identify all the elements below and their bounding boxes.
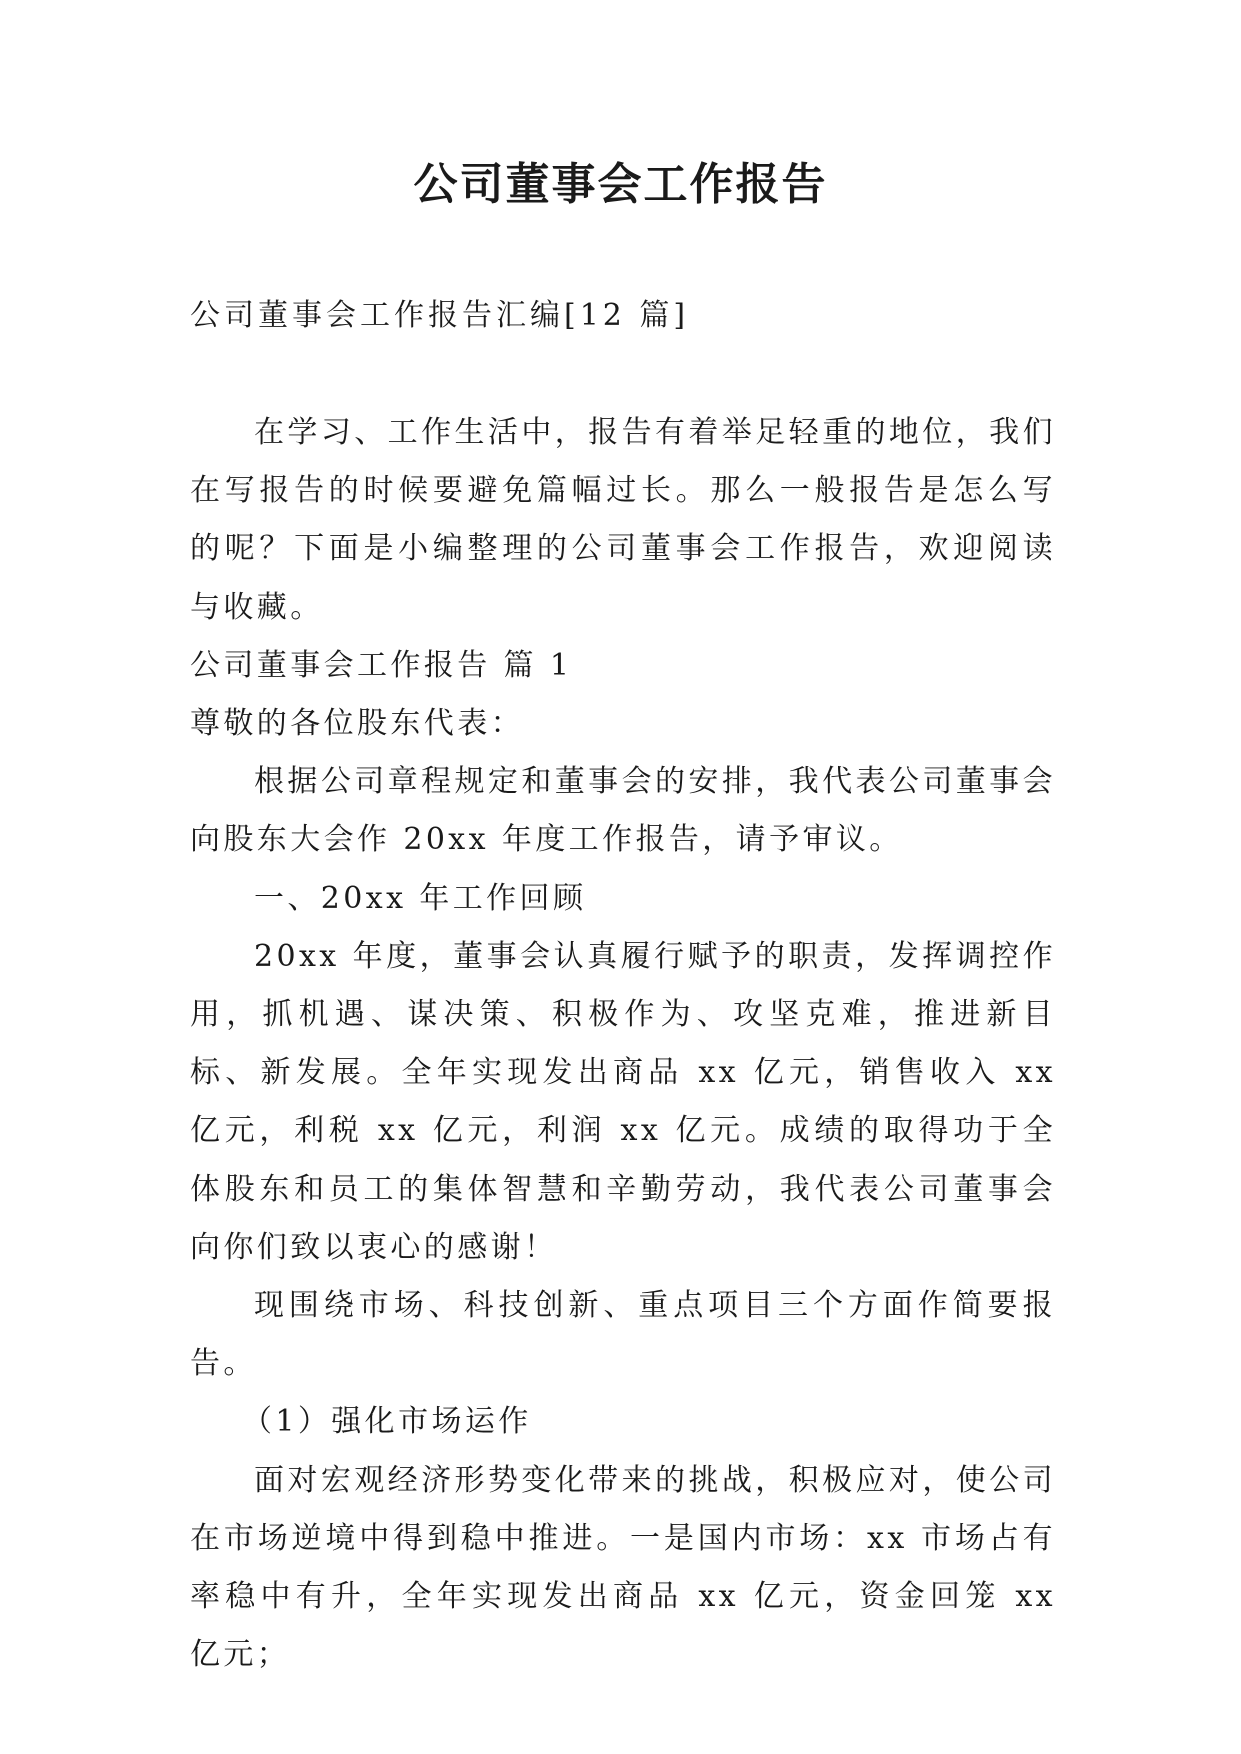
- subsection-heading: 一、20xx 年工作回顾: [254, 880, 587, 916]
- body-paragraph: 20xx 年度，董事会认真履行赋予的职责，发挥调控作用，抓机遇、谋决策、积极作为、攻坚克难，推进新目标、新发展。全年实现发出商品 xx 亿元，销售收入 xx 亿元，利税 xx 亿元，利润 xx 亿元。成绩的取得功于全体股东和员工的集体智慧和辛勤劳动，我代表公司董事会向你们致以衷心的感谢！: [190, 938, 1056, 1265]
- subsection-heading: （1）强化市场运作: [242, 1404, 532, 1440]
- document-subtitle: 公司董事会工作报告汇编[12 篇]: [190, 298, 690, 333]
- section-heading: 公司董事会工作报告 篇 1: [190, 647, 573, 683]
- body-paragraph: 现围绕市场、科技创新、重点项目三个方面作简要报告。: [190, 1288, 1056, 1382]
- intro-paragraph: 在学习、工作生活中，报告有着举足轻重的地位，我们在写报告的时候要避免篇幅过长。那么一般报告是怎么写的呢？下面是小编整理的公司董事会工作报告，欢迎阅读与收藏。: [190, 415, 1056, 625]
- body-paragraph: 面对宏观经济形势变化带来的挑战，积极应对，使公司在市场逆境中得到稳中推进。一是国内市场：xx 市场占有率稳中有升，全年实现发出商品 xx 亿元，资金回笼 xx 亿元；: [190, 1462, 1056, 1673]
- document-title: 公司董事会工作报告: [413, 159, 828, 210]
- document-body: [190, 404, 1056, 1684]
- body-paragraph: 根据公司章程规定和董事会的安排，我代表公司董事会向股东大会作 20xx 年度工作报告，请予审议。: [190, 764, 1056, 858]
- salutation: 尊敬的各位股东代表：: [190, 706, 524, 742]
